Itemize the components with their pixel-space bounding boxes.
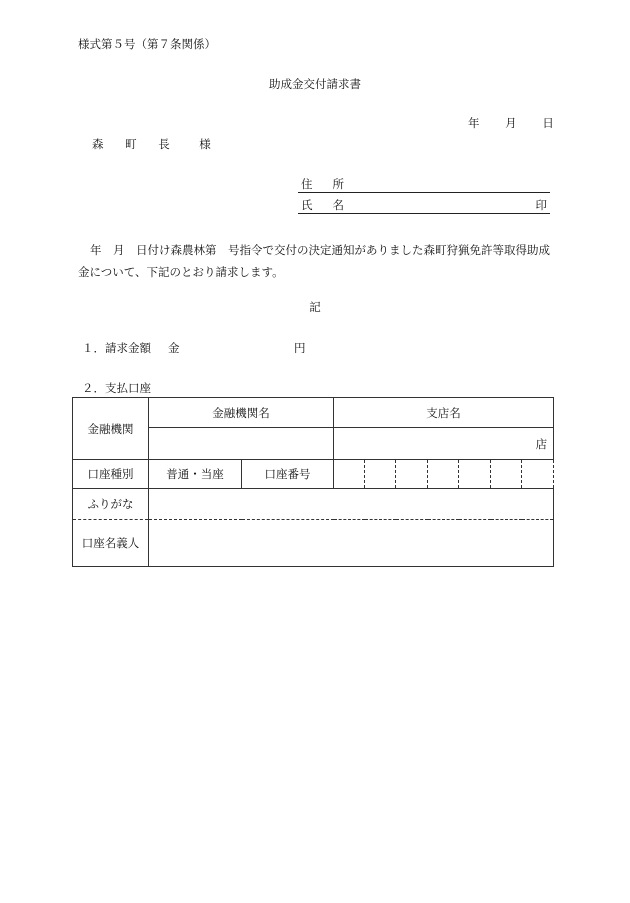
addressee: 森 町 長 様 bbox=[92, 137, 220, 151]
claim-amount-line bbox=[82, 340, 306, 356]
account-number-digit-6[interactable] bbox=[491, 460, 522, 489]
yen-label: 円 bbox=[294, 341, 306, 355]
document-title: 助成金交付請求書 bbox=[269, 77, 361, 91]
account-number-digit-7[interactable] bbox=[522, 460, 554, 489]
financial-institution-label: 金融機関 bbox=[73, 398, 149, 460]
date-year: 年 bbox=[468, 116, 480, 130]
branch-suffix: 店 bbox=[535, 436, 548, 451]
account-type-options[interactable]: 普通・当座 bbox=[149, 460, 242, 489]
branch-name-header: 支店名 bbox=[334, 398, 554, 428]
body-text-content: 年 月 日付け森農林第 号指令で交付の決定通知がありました森町狩猟免許等取得助成金について、下記のとおり請求します。 bbox=[78, 243, 550, 279]
bank-account-table bbox=[72, 397, 554, 567]
account-number-digit-2[interactable] bbox=[365, 460, 396, 489]
account-number-digit-5[interactable] bbox=[459, 460, 491, 489]
furigana-field[interactable] bbox=[149, 489, 554, 520]
account-holder-field[interactable] bbox=[149, 520, 554, 567]
account-number-digit-3[interactable] bbox=[396, 460, 428, 489]
account-number-label: 口座番号 bbox=[242, 460, 334, 489]
form-number: 様式第５号（第７条関係） bbox=[78, 37, 216, 51]
branch-name-field[interactable] bbox=[334, 428, 554, 460]
claim-amount-label: １．請求金額 bbox=[82, 341, 151, 355]
request-body-text bbox=[78, 239, 556, 283]
name-label: 氏名 bbox=[301, 198, 364, 212]
furigana-label: ふりがな bbox=[73, 489, 149, 520]
bank-name-header: 金融機関名 bbox=[149, 398, 334, 428]
ki-heading: 記 bbox=[309, 300, 321, 314]
seal-mark: 印 bbox=[535, 198, 547, 212]
date-line bbox=[468, 115, 554, 131]
bank-name-field[interactable] bbox=[149, 428, 334, 460]
account-holder-label: 口座名義人 bbox=[73, 520, 149, 567]
account-number-digit-4[interactable] bbox=[428, 460, 459, 489]
date-month: 月 bbox=[505, 116, 517, 130]
account-type-label: 口座種別 bbox=[73, 460, 149, 489]
bank-account-heading: ２．支払口座 bbox=[82, 381, 151, 395]
name-line bbox=[298, 196, 550, 214]
account-number-digit-1[interactable] bbox=[334, 460, 365, 489]
kin-label: 金 bbox=[168, 341, 180, 355]
date-day: 日 bbox=[542, 116, 554, 130]
address-line bbox=[298, 175, 550, 193]
address-label: 住所 bbox=[301, 177, 364, 191]
